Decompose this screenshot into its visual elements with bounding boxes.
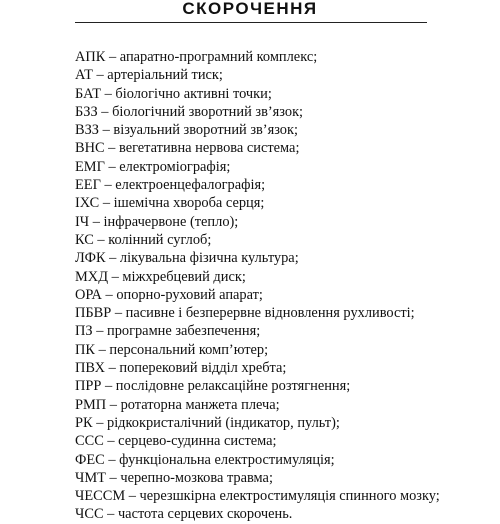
page-title: СКОРОЧЕННЯ <box>182 0 318 18</box>
list-item: ПК – персональний комп’ютер; <box>75 341 269 358</box>
list-item: РК – рідкокристалічний (індикатор, пульт); <box>75 414 340 431</box>
list-item: ЕМГ – електроміографія; <box>75 158 231 175</box>
abbreviation-list <box>75 48 490 524</box>
list-item: РМП – ротаторна манжета плеча; <box>75 396 280 413</box>
list-item: ЧЕССМ – черезшкірна електростимуляція спинного мозку; <box>75 488 440 505</box>
list-item: ЧСС – частота серцевих скорочень. <box>75 506 293 523</box>
list-item: БАТ – біологічно активні точки; <box>75 85 272 102</box>
list-item: ВЗЗ – візуальний зворотний зв’язок; <box>75 122 298 139</box>
list-item: АТ – артеріальний тиск; <box>75 67 223 84</box>
list-item: ПВХ – поперековий відділ хребта; <box>75 360 287 377</box>
list-item: МХД – міжхребцевий диск; <box>75 268 246 285</box>
list-item: ЕЕГ – електроенцефалографія; <box>75 177 266 194</box>
list-item: ФЕС – функціональна електростимуляція; <box>75 451 335 468</box>
list-item: ПБВР – пасивне і безперервне відновлення рухливості; <box>75 305 415 322</box>
list-item: ПРР – послідовне релаксаційне розтягнення; <box>75 378 351 395</box>
list-item: ЧМТ – черепно-мозкова травма; <box>75 469 273 486</box>
list-item: ЛФК – лікувальна фізична культура; <box>75 250 299 267</box>
list-item: ССС – серцево-судинна система; <box>75 433 277 450</box>
list-item: ІХС – ішемічна хвороба серця; <box>75 195 265 212</box>
list-item: ПЗ – програмне забезпечення; <box>75 323 261 340</box>
list-item: АПК – апаратно-програмний комплекс; <box>75 49 318 65</box>
list-item: БЗЗ – біологічний зворотний зв’язок; <box>75 103 304 120</box>
list-item: ОРА – опорно-руховий апарат; <box>75 286 263 303</box>
list-item: ІЧ – інфрачервоне (тепло); <box>75 213 239 230</box>
title-rule <box>75 22 427 23</box>
list-item: ВНС – вегетативна нервова система; <box>75 140 300 157</box>
list-item: КС – колінний суглоб; <box>75 231 212 248</box>
